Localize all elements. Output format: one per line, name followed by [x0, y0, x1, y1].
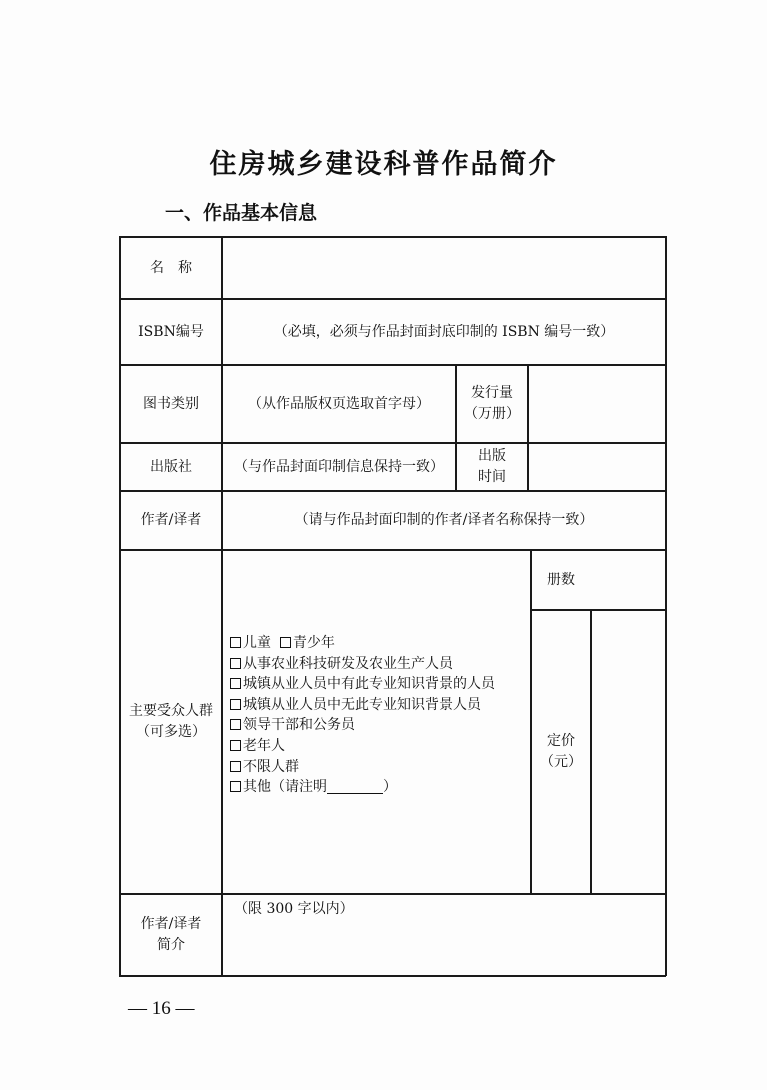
- checkbox-children[interactable]: [230, 637, 241, 648]
- name-field[interactable]: [223, 238, 665, 298]
- other-specify-field[interactable]: [327, 779, 383, 794]
- isbn-hint: （必填，必须与作品封面封底印制的 ISBN 编号一致）: [273, 323, 615, 340]
- bio-label-line1: 作者/译者: [140, 916, 202, 932]
- option-suffix: ）: [383, 779, 397, 796]
- option-label: 老年人: [243, 737, 285, 754]
- audience-option: [230, 695, 495, 716]
- pubtime-label-line2: 时间: [478, 469, 506, 485]
- price-label-line1: 定价: [547, 733, 575, 749]
- page-number: — 16 —: [128, 998, 195, 1019]
- pubtime-label-line1: 出版: [478, 448, 506, 464]
- name-label: 名 称: [150, 259, 192, 276]
- audience-option: [230, 757, 495, 778]
- page-title: 住房城乡建设科普作品简介: [209, 149, 558, 180]
- section-heading: 一、作品基本信息: [165, 202, 318, 224]
- option-label: 其他（请注明: [243, 779, 327, 796]
- publisher-label: 出版社: [150, 458, 192, 475]
- circulation-label: [457, 366, 527, 442]
- checkbox-elderly[interactable]: [230, 740, 241, 751]
- audience-label-line1: 主要受众人群: [129, 703, 213, 719]
- option-label: 儿童: [243, 635, 271, 651]
- volumes-field[interactable]: [592, 551, 665, 609]
- circulation-field[interactable]: [529, 366, 665, 442]
- audience-option: [230, 736, 495, 757]
- audience-option: [230, 715, 495, 736]
- option-label: 城镇从业人员中无此专业知识背景人员: [243, 696, 481, 713]
- category-field[interactable]: [223, 366, 455, 442]
- option-label: 城镇从业人员中有此专业知识背景的人员: [243, 676, 495, 693]
- bio-label: [121, 895, 221, 975]
- author-hint: （请与作品封面印制的作者/译者名称保持一致）: [294, 512, 594, 528]
- audience-option: [230, 654, 495, 675]
- checkbox-unlimited[interactable]: [230, 761, 241, 772]
- author-field[interactable]: [223, 492, 665, 549]
- checkbox-other[interactable]: [230, 781, 241, 792]
- checkbox-teenagers[interactable]: [280, 637, 291, 648]
- audience-options: [230, 633, 495, 798]
- checkbox-officials[interactable]: [230, 719, 241, 730]
- category-label: 图书类别: [143, 395, 199, 412]
- volumes-label: 册数: [547, 571, 575, 588]
- audience-label-line2: （可多选）: [136, 724, 206, 740]
- audience-option: [230, 777, 495, 798]
- category-hint: （从作品版权页选取首字母）: [248, 395, 430, 412]
- bio-label-line2: 简介: [157, 937, 185, 953]
- checkbox-urban-without-background[interactable]: [230, 699, 241, 710]
- checkbox-urban-with-background[interactable]: [230, 678, 241, 689]
- publisher-field[interactable]: [223, 444, 455, 490]
- audience-option: [230, 674, 495, 695]
- pubtime-field[interactable]: [529, 444, 665, 490]
- publisher-hint: （与作品封面印制信息保持一致）: [234, 458, 444, 475]
- checkbox-agriculture[interactable]: [230, 658, 241, 669]
- price-label: [532, 611, 590, 893]
- audience-label: [121, 551, 221, 893]
- pubtime-label: [457, 444, 527, 490]
- price-label-line2: （元）: [540, 754, 582, 770]
- option-label: 不限人群: [243, 758, 299, 775]
- audience-option: [230, 633, 495, 654]
- circulation-label-line2: （万册）: [464, 406, 520, 422]
- option-label: 从事农业科技研发及农业生产人员: [243, 655, 453, 672]
- bio-hint: （限 300 字以内）: [234, 901, 354, 917]
- isbn-field[interactable]: [223, 300, 665, 364]
- price-field[interactable]: [592, 611, 665, 893]
- option-label: 领导干部和公务员: [243, 717, 355, 734]
- isbn-label: ISBN编号: [138, 323, 204, 340]
- circulation-label-line1: 发行量: [471, 385, 513, 401]
- option-label: 青少年: [292, 635, 335, 651]
- author-label: 作者/译者: [140, 512, 202, 528]
